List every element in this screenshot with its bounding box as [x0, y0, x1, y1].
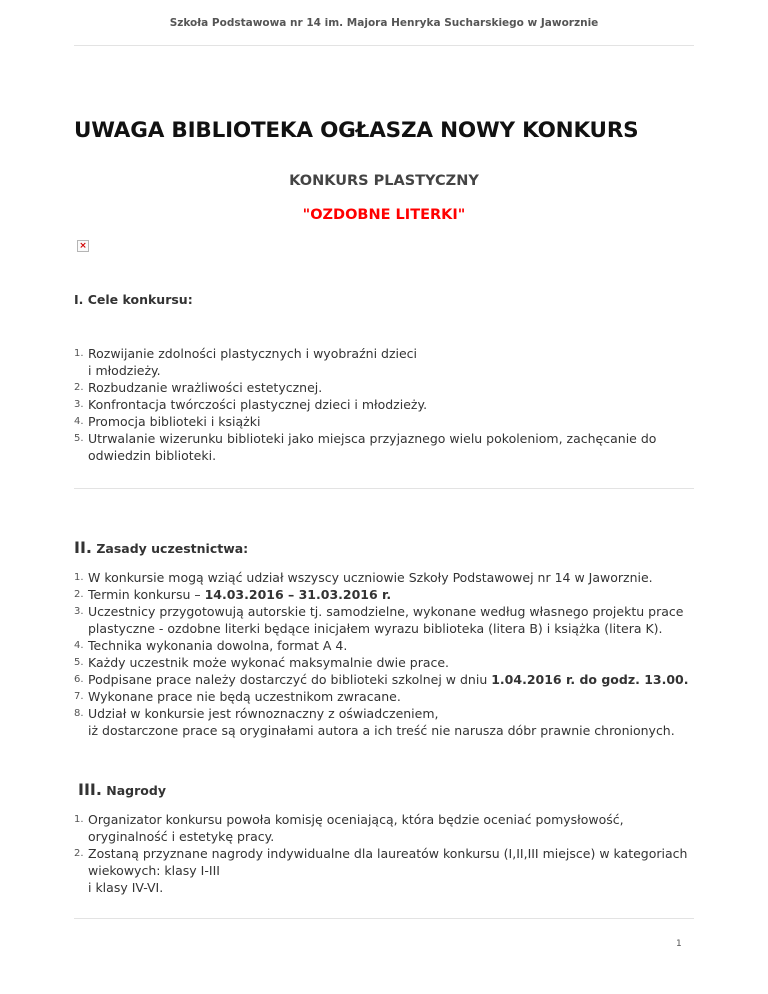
section-number: II. — [74, 538, 92, 557]
list-item — [74, 705, 704, 739]
item-text: W konkursie mogą wziąć udział wszyscy uczniowie Szkoły Podstawowej nr 14 w Jaworznie. — [88, 570, 653, 585]
item-number: 5. — [74, 657, 84, 668]
item-text: Rozwijanie zdolności plastycznych i wyobraźni dzieci — [88, 346, 418, 361]
item-number: 3. — [74, 606, 84, 617]
item-text: i klasy IV-VI. — [88, 880, 164, 895]
item-text: oryginalność i estetykę pracy. — [88, 829, 275, 844]
page-title: UWAGA BIBLIOTEKA OGŁASZA NOWY KONKURS — [74, 118, 639, 143]
list-item — [74, 569, 704, 586]
rules-list — [74, 569, 704, 739]
section-title: Nagrody — [101, 783, 166, 798]
item-text: wiekowych: klasy I-III — [88, 863, 220, 878]
list-item — [74, 637, 704, 654]
item-text: iż dostarczone prace są oryginałami autora a ich treść nie narusza dóbr prawnie chronionych. — [88, 723, 675, 738]
contest-type: KONKURS PLASTYCZNY — [289, 173, 479, 189]
list-item — [74, 396, 704, 413]
contest-dates: 14.03.2016 – 31.03.2016 r. — [204, 587, 392, 602]
divider — [74, 45, 694, 46]
section-heading-rules — [74, 538, 248, 557]
section-heading-goals: I. Cele konkursu: — [74, 292, 193, 307]
deadline: 1.04.2016 r. do godz. 13.00. — [491, 672, 689, 687]
contest-name: "OZDOBNE LITERKI" — [302, 207, 466, 223]
item-number: 2. — [74, 848, 84, 859]
broken-image-icon: × — [77, 240, 89, 252]
item-number: 1. — [74, 572, 84, 583]
list-item — [74, 345, 704, 379]
item-number: 5. — [74, 433, 84, 444]
item-text: Technika wykonania dowolna, format A 4. — [88, 638, 348, 653]
item-number: 1. — [74, 814, 84, 825]
document-header: Szkoła Podstawowa nr 14 im. Majora Henryka Sucharskiego w Jaworznie — [169, 17, 599, 29]
item-number: 3. — [74, 399, 84, 410]
list-item — [74, 603, 704, 637]
item-number: 1. — [74, 348, 84, 359]
divider — [74, 488, 694, 489]
goals-list — [74, 345, 704, 464]
item-number: 8. — [74, 708, 84, 719]
item-text: Zostaną przyznane nagrody indywidualne dla laureatów konkursu (I,II,III miejsce) w kategoriach — [88, 846, 688, 861]
item-text: Utrwalanie wizerunku biblioteki jako miejsca przyjaznego wielu pokoleniom, zachęcanie do — [88, 431, 657, 446]
list-item — [74, 430, 704, 464]
item-text: Udział w konkursie jest równoznaczny z oświadczeniem, — [88, 706, 439, 721]
item-number: 6. — [74, 674, 84, 685]
section-heading-prizes — [78, 780, 166, 799]
list-item — [74, 845, 704, 896]
item-text: Promocja biblioteki i książki — [88, 414, 261, 429]
item-text: plastyczne - ozdobne literki będące inicjałem wyrazu biblioteka (litera B) i książka (litera K). — [88, 621, 663, 636]
list-item — [74, 671, 704, 688]
item-number: 2. — [74, 589, 84, 600]
item-text: Wykonane prace nie będą uczestnikom zwracane. — [88, 689, 401, 704]
item-text: Rozbudzanie wrażliwości estetycznej. — [88, 380, 323, 395]
item-text: Każdy uczestnik może wykonać maksymalnie dwie prace. — [88, 655, 450, 670]
item-text: i młodzieży. — [88, 363, 161, 378]
section-title: Zasady uczestnictwa: — [91, 541, 249, 556]
list-item — [74, 413, 704, 430]
item-text: Termin konkursu – — [88, 587, 205, 602]
item-text: Podpisane prace należy dostarczyć do biblioteki szkolnej w dniu — [88, 672, 492, 687]
page-number: 1 — [676, 939, 682, 949]
item-number: 7. — [74, 691, 84, 702]
item-number: 2. — [74, 382, 84, 393]
prizes-list — [74, 811, 704, 896]
list-item — [74, 379, 704, 396]
item-text: Uczestnicy przygotowują autorskie tj. samodzielne, wykonane według własnego projektu prace — [88, 604, 684, 619]
item-text: Konfrontacja twórczości plastycznej dzieci i młodzieży. — [88, 397, 428, 412]
list-item — [74, 654, 704, 671]
item-text: Organizator konkursu powoła komisję oceniającą, która będzie oceniać pomysłowość, — [88, 812, 624, 827]
item-text: odwiedzin biblioteki. — [88, 448, 217, 463]
item-number: 4. — [74, 416, 84, 427]
list-item — [74, 688, 704, 705]
section-number: III. — [78, 780, 102, 799]
divider — [74, 918, 694, 919]
list-item — [74, 811, 704, 845]
list-item — [74, 586, 704, 603]
item-number: 4. — [74, 640, 84, 651]
